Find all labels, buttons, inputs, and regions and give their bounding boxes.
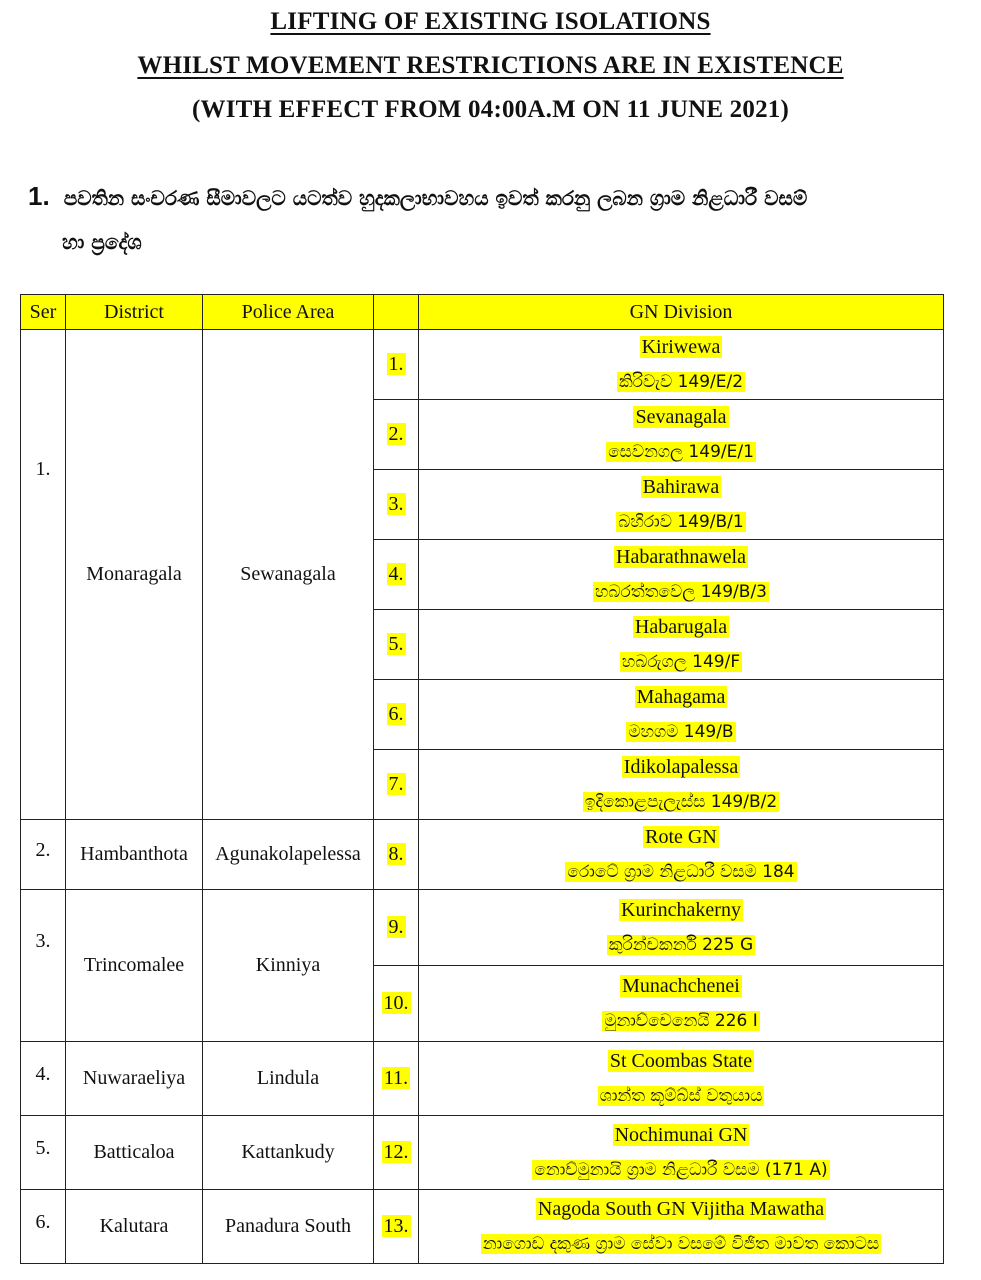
table-row	[21, 1042, 944, 1116]
row-number-label: 1.	[388, 353, 404, 375]
cell-gn-division	[419, 890, 944, 966]
cell-police-area: Kinniya	[203, 890, 374, 1042]
cell-ser: 4.	[21, 1042, 66, 1116]
cell-row-number	[374, 540, 419, 610]
gn-name-english: St Coombas State	[609, 1050, 753, 1072]
gn-name-english: Nochimunai GN	[614, 1124, 748, 1146]
cell-ser: 5.	[21, 1116, 66, 1190]
cell-district: Monaragala	[66, 330, 203, 820]
gn-name-english: Kiriwewa	[641, 336, 721, 358]
row-number-label: 12.	[383, 1141, 409, 1163]
header-gn-division: GN Division	[419, 295, 944, 330]
cell-row-number	[374, 1042, 419, 1116]
title-line-1	[0, 8, 981, 36]
cell-district: Nuwaraeliya	[66, 1042, 203, 1116]
cell-gn-division	[419, 680, 944, 750]
gn-name-english: Munachchenei	[622, 975, 740, 997]
gn-name-sinhala: නාගොඩ දකුණ ග්‍රාම සේවා වසමේ විජිත මාවත කොටස	[482, 1234, 880, 1254]
row-number-label: 11.	[383, 1067, 409, 1089]
header-district: District	[66, 295, 203, 330]
title-line-3-text: (WITH EFFECT FROM 04:00A.M ON 11 JUNE 2021)	[191, 96, 789, 123]
table-row	[21, 1190, 944, 1264]
title-line-2	[0, 52, 981, 80]
table-body	[21, 330, 944, 1264]
gn-name-sinhala: ශාන්ත කූම්බ්ස් වතුයාය	[599, 1086, 763, 1106]
cell-gn-division	[419, 1190, 944, 1264]
table-header-row	[21, 295, 944, 330]
section-number: 1.	[28, 181, 50, 211]
cell-police-area: Kattankudy	[203, 1116, 374, 1190]
gn-name-sinhala: නොච්මුනායි ග්‍රාම නිළධාරී වසම (171 A)	[534, 1160, 828, 1180]
row-number-label: 10.	[383, 992, 409, 1014]
cell-gn-division	[419, 750, 944, 820]
gn-name-english: Habarathnawela	[616, 546, 746, 568]
cell-gn-division	[419, 330, 944, 400]
row-number-label: 4.	[388, 563, 404, 585]
cell-gn-division	[419, 470, 944, 540]
section-text-line-2: හා ප්‍රදේශ	[62, 230, 142, 254]
gn-name-english: Mahagama	[636, 686, 726, 708]
row-number-label: 9.	[388, 916, 404, 938]
gn-name-sinhala: හබරත්තවෙල 149/B/3	[595, 582, 767, 602]
cell-police-area: Agunakolapelessa	[203, 820, 374, 890]
cell-gn-division	[419, 966, 944, 1042]
header-ser: Ser	[21, 295, 66, 330]
gn-name-sinhala: මුනාච්චෙනෙයි 226 I	[604, 1011, 758, 1031]
cell-gn-division	[419, 1042, 944, 1116]
row-number-label: 13.	[383, 1215, 409, 1237]
gn-name-sinhala: රොටේ ග්‍රාම නිළධාරී වසම 184	[567, 862, 795, 882]
table-row	[21, 890, 944, 966]
gn-division-table	[20, 294, 944, 1264]
cell-gn-division	[419, 820, 944, 890]
cell-row-number	[374, 330, 419, 400]
row-number-label: 2.	[388, 423, 404, 445]
cell-row-number	[374, 1116, 419, 1190]
gn-name-sinhala: ඉදිකොළපැලැස්ස 149/B/2	[584, 792, 778, 812]
cell-gn-division	[419, 400, 944, 470]
cell-row-number	[374, 680, 419, 750]
cell-police-area: Lindula	[203, 1042, 374, 1116]
cell-gn-division	[419, 610, 944, 680]
cell-row-number	[374, 1190, 419, 1264]
gn-name-english: Kurinchakerny	[621, 899, 741, 921]
cell-district: Trincomalee	[66, 890, 203, 1042]
title-line-1-text: LIFTING OF EXISTING ISOLATIONS	[270, 8, 711, 35]
gn-name-sinhala: හබරුගල 149/F	[621, 652, 741, 672]
cell-row-number	[374, 610, 419, 680]
gn-name-english: Nagoda South GN Vijitha Mawatha	[537, 1198, 825, 1220]
table-row	[21, 1116, 944, 1190]
gn-name-sinhala: කුරින්චකර්නි 225 G	[608, 935, 754, 955]
cell-gn-division	[419, 540, 944, 610]
cell-gn-division	[419, 1116, 944, 1190]
title-line-3	[0, 96, 981, 124]
gn-name-sinhala: මහගම 149/B	[628, 722, 734, 742]
cell-row-number	[374, 820, 419, 890]
gn-name-english: Rote GN	[645, 826, 717, 848]
cell-ser: 2.	[21, 820, 66, 890]
gn-name-sinhala: කිරිවැව 149/E/2	[618, 372, 744, 392]
gn-name-sinhala: බහිරාව 149/B/1	[618, 512, 744, 532]
header-police-area: Police Area	[203, 295, 374, 330]
cell-ser: 3.	[21, 890, 66, 1042]
row-number-label: 8.	[388, 843, 404, 865]
cell-ser: 1.	[21, 330, 66, 820]
cell-police-area: Panadura South	[203, 1190, 374, 1264]
row-number-label: 5.	[388, 633, 404, 655]
cell-district: Batticaloa	[66, 1116, 203, 1190]
section-heading	[28, 174, 968, 264]
cell-police-area: Sewanagala	[203, 330, 374, 820]
cell-row-number	[374, 400, 419, 470]
gn-name-english: Habarugala	[634, 616, 728, 638]
gn-name-english: Sevanagala	[635, 406, 727, 428]
cell-district: Kalutara	[66, 1190, 203, 1264]
row-number-label: 7.	[388, 773, 404, 795]
row-number-label: 3.	[388, 493, 404, 515]
cell-row-number	[374, 966, 419, 1042]
row-number-label: 6.	[388, 703, 404, 725]
title-line-2-text: WHILST MOVEMENT RESTRICTIONS ARE IN EXISTENCE	[137, 52, 844, 79]
cell-row-number	[374, 470, 419, 540]
cell-district: Hambanthota	[66, 820, 203, 890]
section-text-line-1: පවතින සංචරණ සීමාවලට යටත්ව හුදකලාභාවහය ඉවත් කරනු ලබන ග්‍රාම නිළධාරී වසම්	[63, 186, 808, 210]
table-row	[21, 820, 944, 890]
cell-ser: 6.	[21, 1190, 66, 1264]
header-number	[374, 295, 419, 330]
cell-row-number	[374, 890, 419, 966]
gn-name-english: Idikolapalessa	[623, 756, 739, 778]
table-row	[21, 330, 944, 400]
gn-name-sinhala: සෙවනගල 149/E/1	[608, 442, 754, 462]
gn-name-english: Bahirawa	[642, 476, 720, 498]
cell-row-number	[374, 750, 419, 820]
